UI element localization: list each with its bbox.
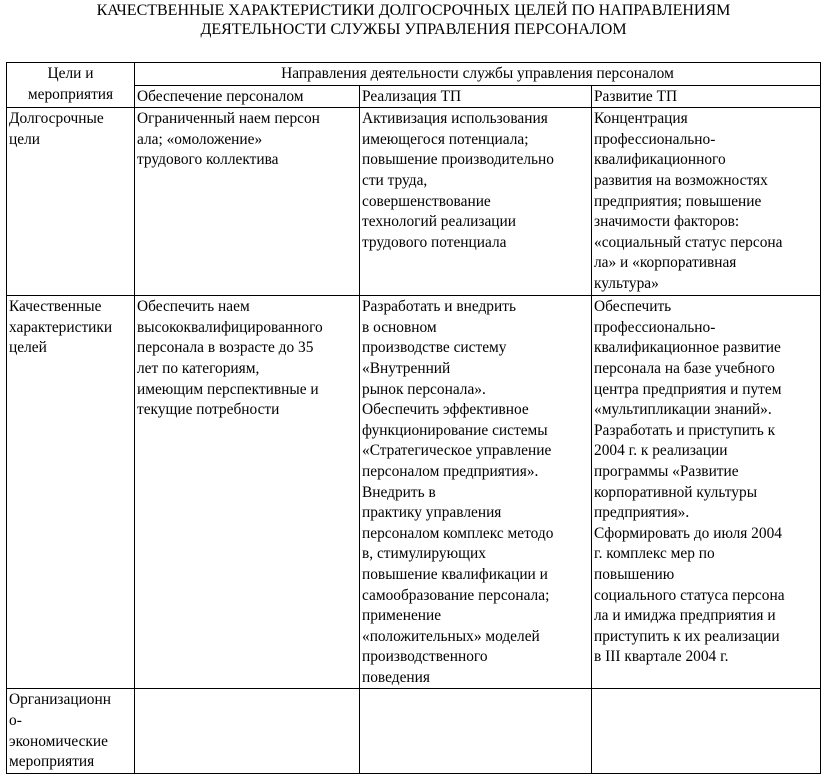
staffing-cell: Ограниченный наем персон ала; «омоложение» трудового коллектива (135, 108, 360, 296)
document-title (0, 1, 827, 39)
realization-cell: Разработать и внедрить в основном производстве систему «Внутренний рынок персонала». Обеспечить эффективное функционирование системы «Стратегическое управление персоналом предприятия». Внедрить в практику управления персоналом комплекс методо в, стимулирующих повышение квалификации и самообразование персонала; применение «положительных» моделей производственного поведения (360, 296, 592, 689)
staffing-cell: Обеспечить наем высококвалифицированного персонала в возрасте до 35 лет по категориям, имеющим перспективные и текущие потребности (135, 296, 360, 689)
header-development-cell: Развитие ТП (592, 85, 821, 108)
development-cell (592, 689, 821, 774)
realization-cell: Активизация использования имеющегося потенциала; повышение производительно сти труда, совершенствование технологий реализации трудового потенциала (360, 108, 592, 296)
table-row (7, 689, 821, 774)
realization-cell (360, 689, 592, 774)
table-row (7, 296, 821, 689)
table-header-row (7, 63, 821, 86)
staffing-cell (135, 689, 360, 774)
row-label-cell: Долгосрочные цели (7, 108, 135, 296)
header-directions-cell: Направления деятельности службы управления персоналом (135, 63, 821, 86)
title-line-2: ДЕЯТЕЛЬНОСТИ СЛУЖБЫ УПРАВЛЕНИЯ ПЕРСОНАЛОМ (200, 21, 627, 38)
row-label-cell: Организационн о- экономические мероприятия (7, 689, 135, 774)
row-label-cell: Качественные характеристики целей (7, 296, 135, 689)
title-line-1: КАЧЕСТВЕННЫЕ ХАРАКТЕРИСТИКИ ДОЛГОСРОЧНЫХ ЦЕЛЕЙ ПО НАПРАВЛЕНИЯМ (96, 2, 731, 19)
table-row (7, 108, 821, 296)
goals-table (6, 62, 821, 774)
header-realization-cell: Реализация ТП (360, 85, 592, 108)
development-cell: Обеспечить профессионально- квалификационное развитие персонала на базе учебного центра предприятия и путем «мультипликации знаний». Разработать и приступить к 2004 г. к реализации программы «Развитие корпоративной культуры предприятия». Сформировать до июля 2004 г. комплекс мер по повышению социального статуса персона ла и имиджа предприятия и приступить к их реализации в III квартале 2004 г. (592, 296, 821, 689)
header-staffing-cell: Обеспечение персоналом (135, 85, 360, 108)
header-goals-cell: Цели и мероприятия (7, 63, 135, 108)
development-cell: Концентрация профессионально- квалификационного развития на возможностях предприятия; повышение значимости факторов: «социальный статус персона ла» и «корпоративная культура» (592, 108, 821, 296)
